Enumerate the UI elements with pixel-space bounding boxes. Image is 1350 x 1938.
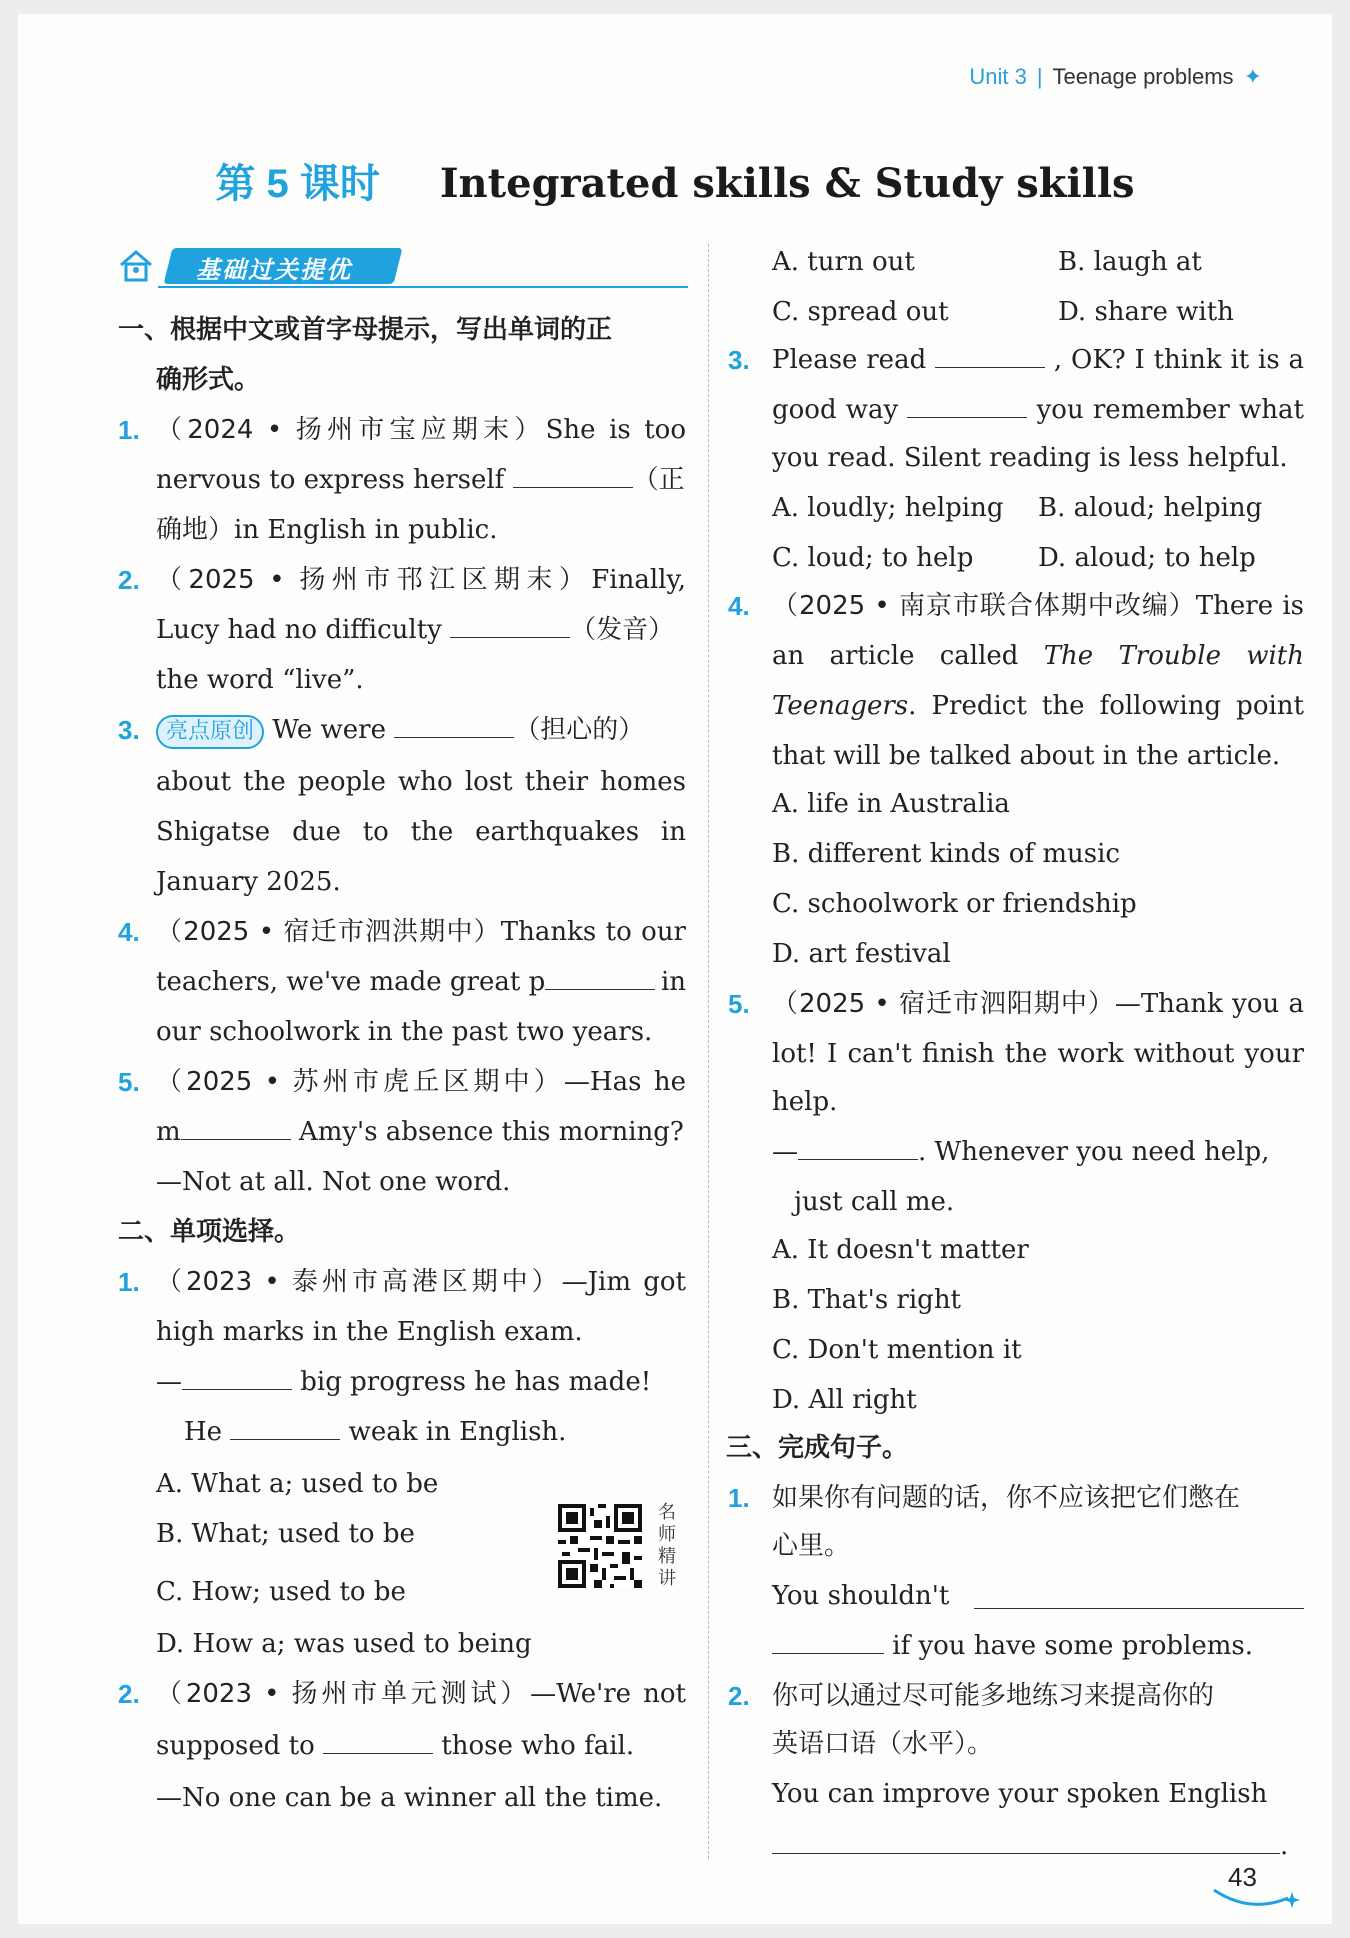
qr-code-icon[interactable] [558, 1504, 642, 1588]
question-number: 2. [118, 1679, 140, 1709]
question-line: high marks in the English exam. [156, 1317, 583, 1347]
qr-label: 名师精讲 [658, 1502, 676, 1589]
question-text: teachers, we've made great p [156, 967, 546, 997]
question-line: You can improve your spoken English [772, 1779, 1268, 1809]
question-source: （2025 • 宿迁市泗阳期中） [772, 989, 1115, 1019]
answer-blank[interactable] [181, 1113, 291, 1140]
banner-label: 基础过关提优 [196, 256, 352, 284]
chinese-prompt: 如果你有问题的话，你不应该把它们憋在 [772, 1483, 1241, 1513]
question-line [156, 1062, 686, 1102]
option-c[interactable]: C. schoolwork or friendship [772, 889, 1137, 919]
question-number: 3. [118, 715, 140, 745]
hint-text: （正 [632, 465, 685, 495]
question-text: Thanks to our [500, 917, 686, 947]
answer-blank[interactable] [513, 461, 633, 488]
question-text: weak in English. [348, 1417, 567, 1447]
house-icon [118, 248, 154, 284]
option-a[interactable]: A. turn out [772, 247, 915, 277]
option-d[interactable]: D. aloud; to help [1038, 543, 1256, 573]
option-b[interactable]: B. aloud; helping [1038, 493, 1263, 523]
question-text: good way [772, 395, 899, 425]
question-text: He [184, 1417, 223, 1447]
question-line [772, 636, 1304, 676]
question-line: about the people who lost their homes [156, 767, 686, 797]
question-line [156, 1726, 634, 1766]
option-a[interactable]: A. It doesn't matter [772, 1235, 1029, 1265]
question-number: 4. [118, 917, 140, 947]
answer-blank[interactable] [394, 711, 514, 738]
unit-label: Unit 3 [969, 64, 1027, 89]
question-text: Please read [772, 345, 927, 375]
question-source: （2025 • 苏州市虎丘区期中） [156, 1067, 564, 1097]
question-line [156, 1674, 686, 1714]
option-c[interactable]: C. Don't mention it [772, 1335, 1022, 1365]
option-d[interactable]: D. How a; was used to being [156, 1629, 532, 1659]
question-text: . [1280, 1831, 1289, 1861]
option-b[interactable]: B. different kinds of music [772, 839, 1120, 869]
column-divider [708, 244, 709, 1859]
hint-text: （担心的） [514, 715, 645, 745]
question-line: that will be talked about in the article. [772, 741, 1281, 771]
question-line: January 2025. [156, 867, 341, 897]
question-line: just call me. [794, 1187, 955, 1217]
question-text: — [156, 1367, 182, 1397]
question-line: you read. Silent reading is less helpful. [772, 443, 1288, 473]
page [18, 14, 1332, 1924]
lesson-title [18, 152, 1332, 209]
question-text: You shouldn't [772, 1581, 950, 1611]
answer-blank[interactable] [974, 1582, 1304, 1609]
question-text: She is too [545, 415, 686, 445]
question-text: Finally, [591, 565, 686, 595]
question-line [772, 1626, 1253, 1666]
question-source: （2025 • 宿迁市泗洪期中） [156, 917, 501, 947]
answer-blank[interactable] [907, 391, 1027, 418]
question-line [156, 610, 674, 650]
option-b[interactable]: B. What; used to be [156, 1519, 415, 1549]
question-text: — [772, 1137, 798, 1167]
lesson-topic: Integrated skills & Study skills [439, 160, 1135, 207]
question-line [156, 1362, 651, 1402]
question-line [772, 390, 1304, 430]
chinese-prompt: 你可以通过尽可能多地练习来提高你的 [772, 1681, 1215, 1711]
question-line [772, 340, 1304, 380]
question-line [772, 1826, 1288, 1866]
answer-blank[interactable] [935, 341, 1045, 368]
article-title: Teenagers [772, 691, 909, 721]
question-line: the word “live”. [156, 665, 364, 695]
question-number: 5. [728, 989, 750, 1019]
section-1-heading-cont: 确形式。 [156, 365, 261, 395]
article-title: The Trouble with [1043, 641, 1304, 671]
question-number: 1. [728, 1483, 750, 1513]
question-text: m [156, 1117, 181, 1147]
question-text: —Has he [563, 1067, 686, 1097]
question-source: （2025 • 南京市联合体期中改编） [772, 591, 1196, 621]
chinese-prompt: 英语口语（水平）。 [772, 1729, 994, 1759]
answer-blank[interactable] [230, 1413, 340, 1440]
question-line [156, 710, 644, 750]
option-d[interactable]: D. art festival [772, 939, 951, 969]
question-source: （2023 • 泰州市高港区期中） [156, 1267, 562, 1297]
option-c[interactable]: C. spread out [772, 297, 949, 327]
option-b[interactable]: B. laugh at [1058, 247, 1202, 277]
question-number: 2. [728, 1681, 750, 1711]
question-line: —No one can be a winner all the time. [156, 1783, 663, 1813]
option-d[interactable]: D. share with [1058, 297, 1234, 327]
option-a[interactable]: A. What a; used to be [156, 1469, 439, 1499]
chinese-prompt: 心里。 [772, 1531, 851, 1561]
question-line [772, 1132, 1269, 1172]
question-number: 1. [118, 415, 140, 445]
question-line [156, 460, 685, 500]
option-c[interactable]: C. loud; to help [772, 543, 974, 573]
question-line [772, 686, 1304, 726]
question-number: 5. [118, 1067, 140, 1097]
sparkle-icon: ✦ [1243, 64, 1262, 89]
answer-blank[interactable] [323, 1727, 433, 1754]
section-3-heading: 三、完成句子。 [726, 1433, 909, 1463]
question-text: Amy's absence this morning? [298, 1117, 684, 1147]
question-line [156, 912, 686, 952]
original-badge: 亮点原创 [156, 715, 264, 749]
option-b[interactable]: B. That's right [772, 1285, 962, 1315]
question-text: —We're not [530, 1679, 686, 1709]
option-d[interactable]: D. All right [772, 1385, 917, 1415]
running-header [969, 64, 1262, 90]
question-text: supposed to [156, 1731, 315, 1761]
question-text: you remember what [1036, 395, 1304, 425]
question-number: 4. [728, 591, 750, 621]
question-line [772, 984, 1304, 1024]
question-line [156, 560, 686, 600]
question-number: 2. [118, 565, 140, 595]
hint-text: （发音） [570, 615, 675, 645]
answer-blank[interactable] [772, 1627, 884, 1654]
question-text: —Thank you a [1114, 989, 1304, 1019]
option-c[interactable]: C. How; used to be [156, 1577, 406, 1607]
answer-blank[interactable] [545, 963, 655, 990]
question-text: in [660, 967, 686, 997]
page-number: 43 [1228, 1862, 1257, 1892]
question-text: big progress he has made! [300, 1367, 652, 1397]
question-line [184, 1412, 566, 1452]
banner-underline [158, 286, 688, 288]
question-text: There is [1195, 591, 1304, 621]
question-text: Lucy had no difficulty [156, 615, 442, 645]
question-line [772, 586, 1304, 626]
question-text: an article called [772, 641, 1019, 671]
header-separator: | [1036, 64, 1043, 89]
question-line: —Not at all. Not one word. [156, 1167, 511, 1197]
section-1-heading: 一、根据中文或首字母提示，写出单词的正 [118, 315, 613, 345]
question-source: （2023 • 扬州市单元测试） [156, 1679, 531, 1709]
answer-blank[interactable] [182, 1363, 292, 1390]
answer-blank[interactable] [798, 1133, 918, 1160]
question-line: 确地）in English in public. [156, 515, 498, 545]
question-number: 1. [118, 1267, 140, 1297]
question-text: if you have some problems. [892, 1631, 1254, 1661]
question-line [772, 1576, 1304, 1616]
answer-blank[interactable] [450, 611, 570, 638]
question-text: . Predict the following point [908, 691, 1304, 721]
unit-topic: Teenage problems [1052, 64, 1234, 89]
question-line [156, 1262, 686, 1302]
option-a[interactable]: A. life in Australia [772, 789, 1010, 819]
question-text: nervous to express herself [156, 465, 505, 495]
question-line: lot! I can't finish the work without your [772, 1039, 1304, 1069]
lesson-number: 第 5 课时 [215, 162, 380, 206]
question-line: Shigatse due to the earthquakes in [156, 817, 686, 847]
question-text: those who fail. [441, 1731, 635, 1761]
section-2-heading: 二、单项选择。 [118, 1217, 301, 1247]
answer-blank[interactable] [772, 1827, 1280, 1854]
question-line [156, 1112, 684, 1152]
question-text: , OK? I think it is a [1053, 345, 1304, 375]
question-number: 3. [728, 345, 750, 375]
question-text: —Jim got [561, 1267, 686, 1297]
page-number-swoosh-icon [1210, 1884, 1300, 1914]
question-line [156, 410, 686, 450]
question-source: （2024 • 扬州市宝应期末） [156, 415, 546, 445]
question-text: We were [272, 715, 386, 745]
question-line: our schoolwork in the past two years. [156, 1017, 653, 1047]
question-line [156, 962, 686, 1002]
question-text: . Whenever you need help, [918, 1137, 1270, 1167]
section-banner [118, 244, 688, 290]
question-line: help. [772, 1087, 838, 1117]
question-source: （2025 • 扬州市邗江区期末） [156, 565, 592, 595]
option-a[interactable]: A. loudly; helping [772, 493, 1004, 523]
